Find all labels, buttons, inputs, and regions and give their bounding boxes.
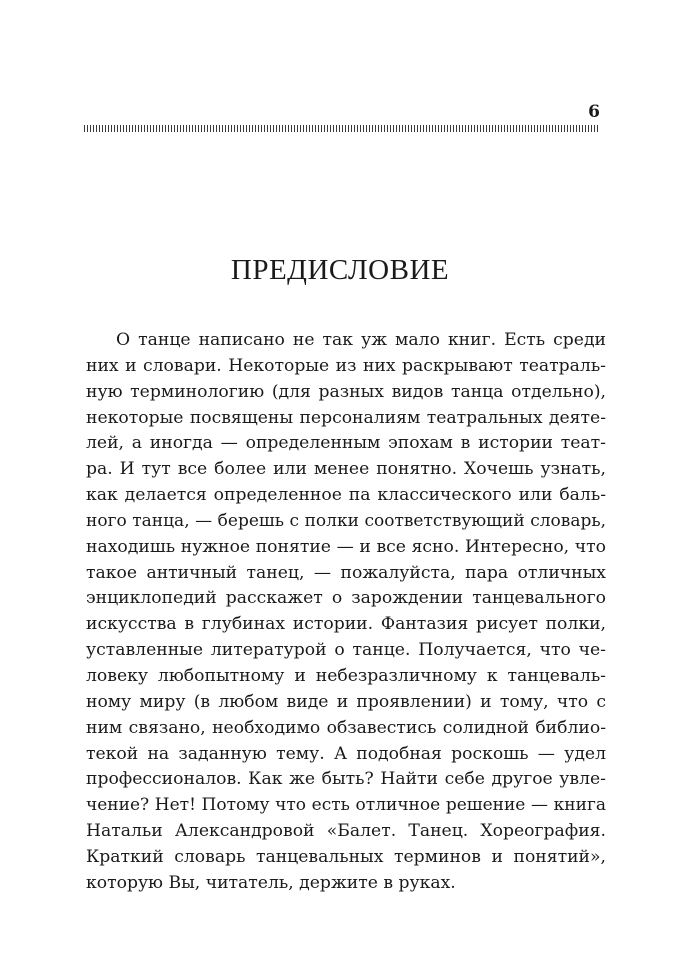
text-line: которую Вы, читатель, держите в руках. <box>86 872 456 893</box>
text-line: ного танца, — берешь с полки соответствующий словарь, <box>86 510 606 531</box>
text-line: лей, а иногда — определенным эпохам в истории теат- <box>86 433 606 454</box>
text-line: ним связано, необходимо обзавестись солидной библио- <box>86 717 606 738</box>
text-line: искусства в глубинах истории. Фантазия рисует полки, <box>86 614 606 635</box>
text-line: находишь нужное понятие — и все ясно. Интересно, что <box>86 536 606 557</box>
preface-paragraph <box>86 328 606 897</box>
text-line: ному миру (в любом виде и проявлении) и тому, что с <box>86 691 606 712</box>
text-line: как делается определенное па классического или баль- <box>86 485 606 506</box>
text-line: О танце написано не так уж мало книг. Есть среди <box>116 330 606 350</box>
chapter-title: ПРЕДИСЛОВИЕ <box>230 254 450 286</box>
text-line: них и словари. Некоторые из них раскрывают театраль- <box>86 355 606 376</box>
text-line: профессионалов. Как же быть? Найти себе другое увле- <box>86 769 606 790</box>
text-line: Натальи Александровой «Балет. Танец. Хореография. <box>86 821 606 842</box>
text-line: ную терминологию (для разных видов танца отдельно), <box>86 381 606 402</box>
text-line: некоторые посвящены персоналиям театральных деяте- <box>86 407 606 428</box>
text-line: ра. И тут все более или менее понятно. Хочешь узнать, <box>86 459 606 480</box>
text-line: ловеку любопытному и небезразличному к танцеваль- <box>86 665 606 686</box>
text-line: такое античный танец, — пожалуйста, пара отличных <box>86 562 606 583</box>
text-line: Краткий словарь танцевальных терминов и понятий», <box>86 846 606 867</box>
text-line: текой на заданную тему. А подобная роскошь — удел <box>86 743 606 764</box>
text-line: чение? Нет! Потому что есть отличное решение — книга <box>86 795 606 816</box>
text-line: уставленные литературой о танце. Получается, что че- <box>86 640 606 661</box>
header-rule <box>84 125 600 132</box>
page-number: 6 <box>588 102 600 122</box>
text-line: энциклопедий расскажет о зарождении танцевального <box>86 588 606 609</box>
